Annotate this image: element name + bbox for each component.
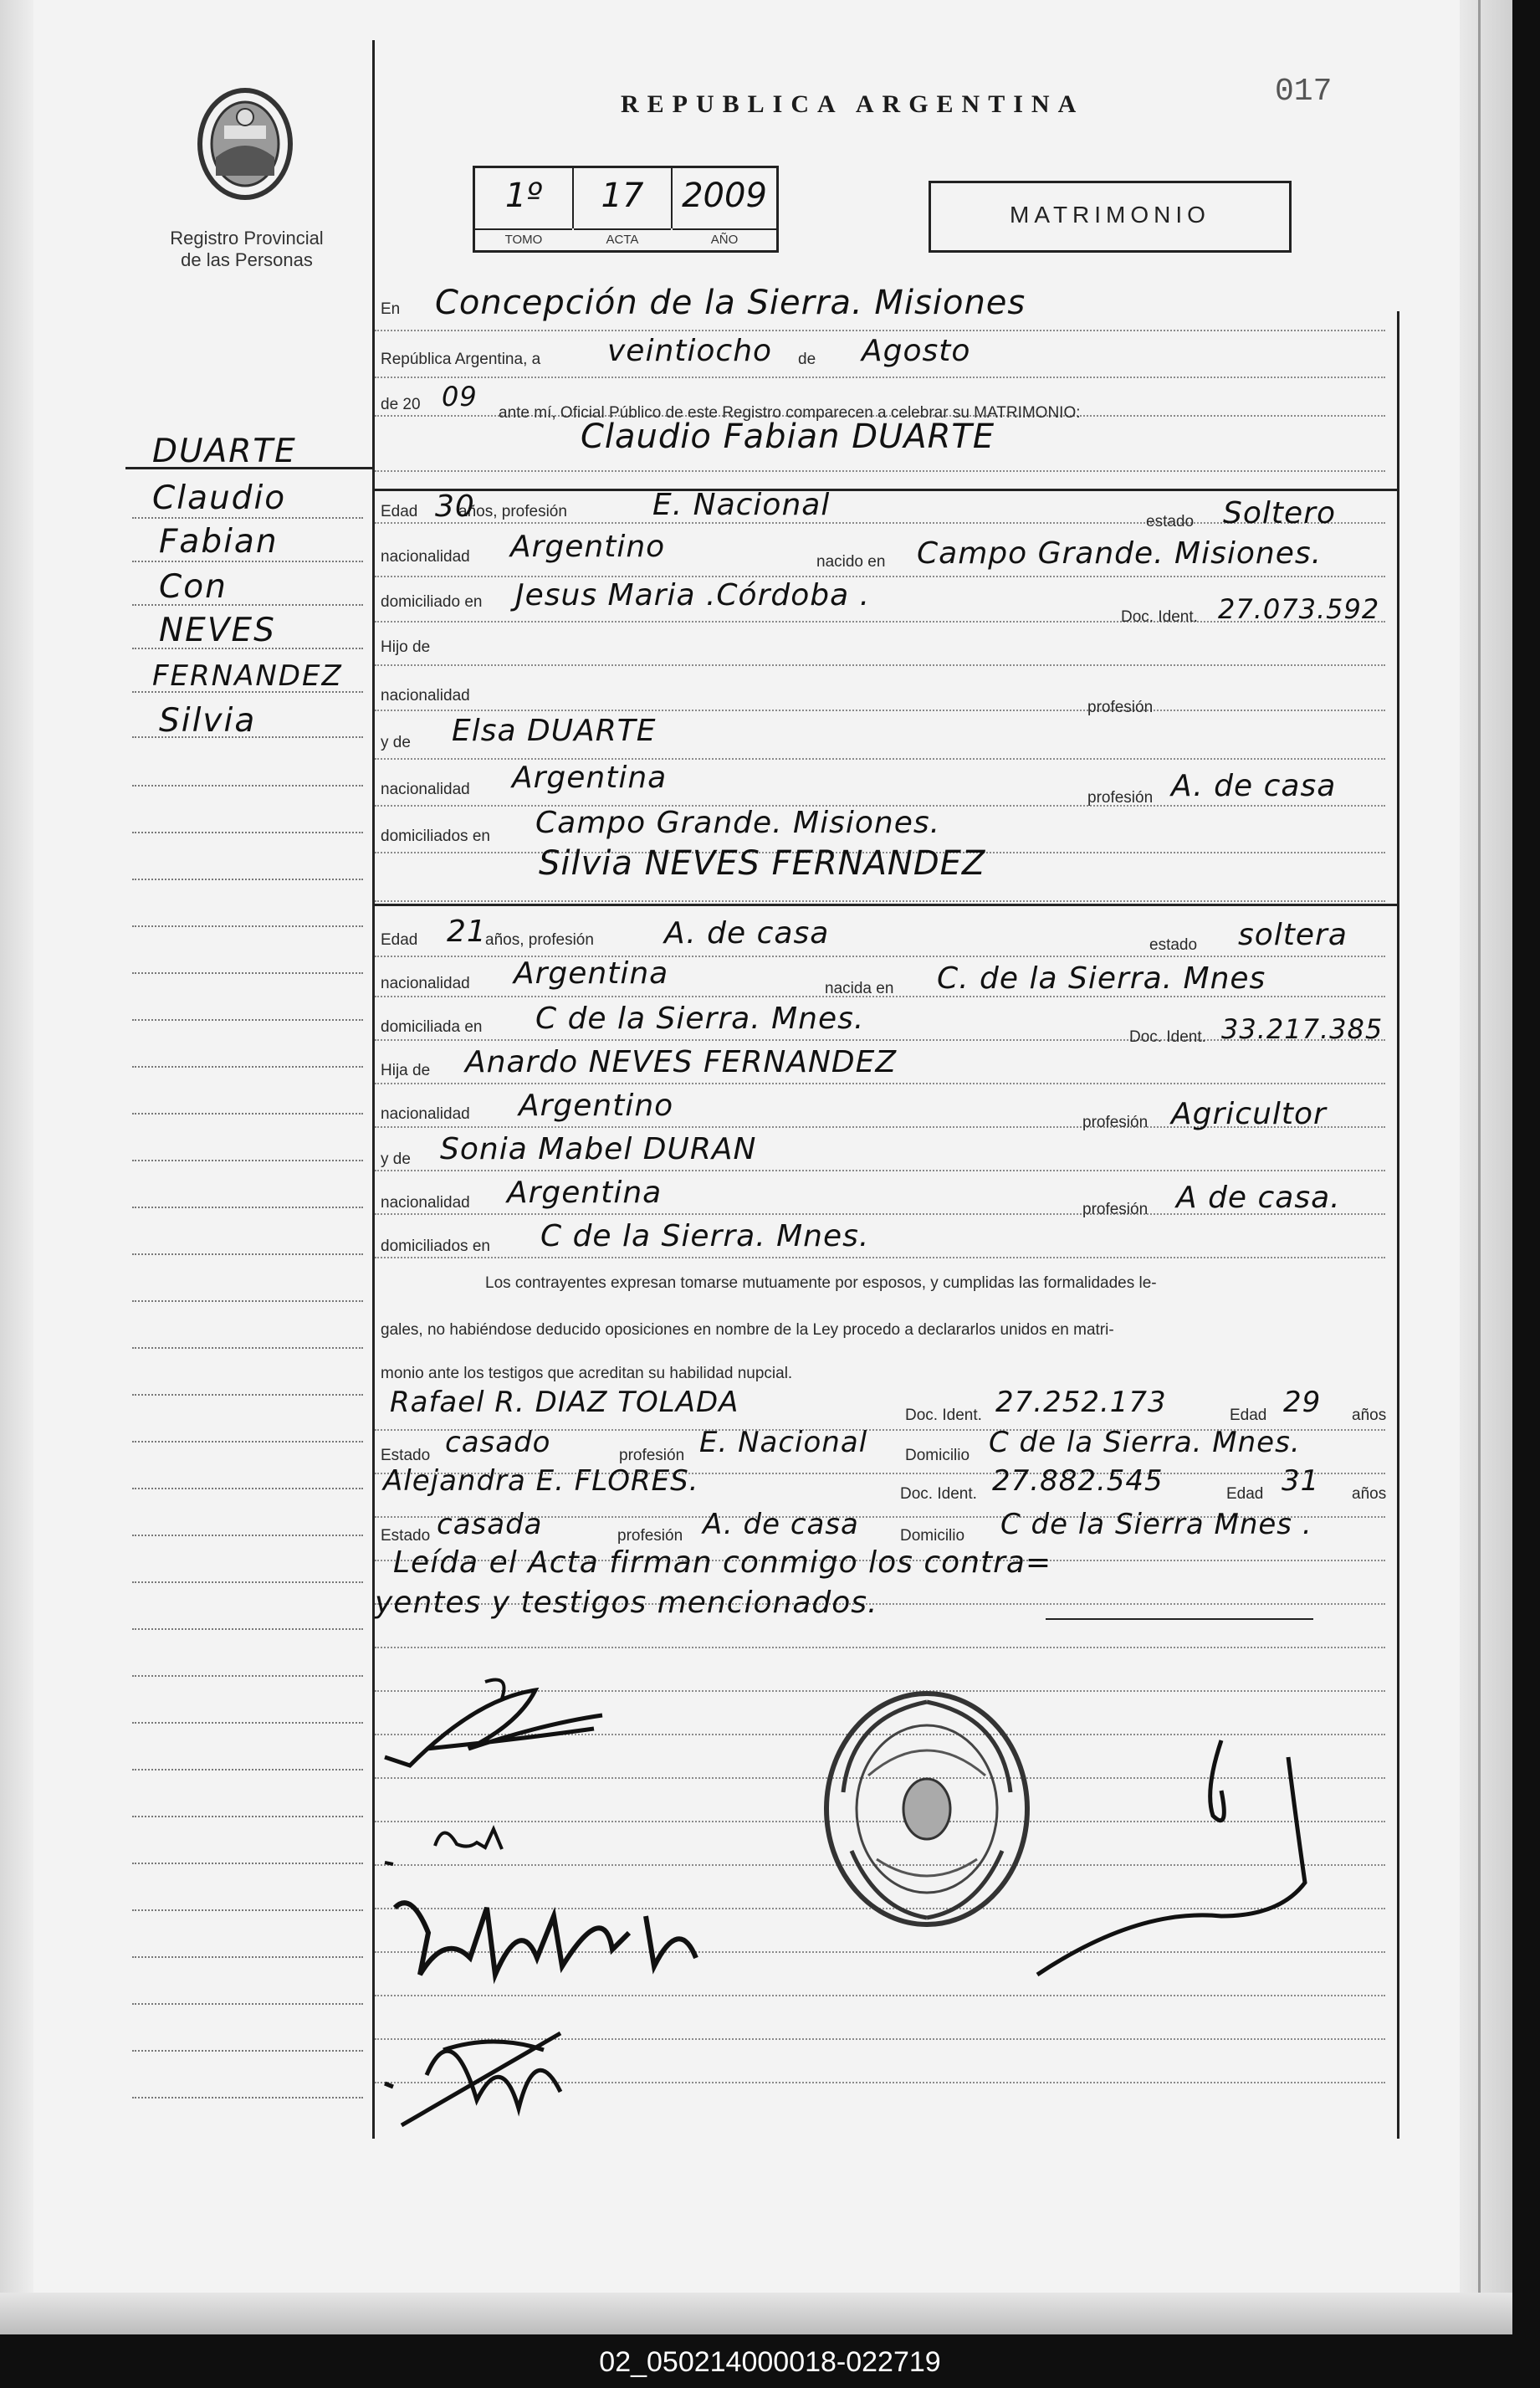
label-year: de 20 [381,396,421,413]
acta-label: ACTA [574,228,671,250]
witness-profession: E. Nacional [699,1426,868,1459]
registry-name [125,228,368,271]
witness-doc: 27.882.545 [992,1464,1164,1498]
groom-age: 30 [435,489,475,524]
label-doc: Doc. Ident. [905,1407,982,1424]
label-domiciliados: domiciliados en [381,828,490,845]
entry-year: 09 [442,381,478,413]
right-border [1397,311,1399,2139]
registry-line-1: Registro Provincial [170,228,324,249]
bride-profession: A. de casa [664,916,830,951]
label-y-de: y de [381,1150,411,1168]
label-profesion: profesión [619,1447,685,1464]
label-estado: estado [1149,936,1198,954]
groom-mother: Elsa DUARTE [452,714,657,748]
margin-name-line: Fabian [159,523,279,561]
signature-4 [376,2000,594,2142]
registry-line-2: de las Personas [181,249,313,270]
closing-rule [1046,1618,1313,1620]
label-estado: Estado [381,1447,431,1464]
groom-profession: E. Nacional [652,488,831,522]
label-edad: Edad [381,931,418,949]
label-profesion: profesión [1087,789,1154,807]
ano-value: 2009 [682,177,767,215]
act-type: MATRIMONIO [1010,202,1210,228]
label-nacionalidad: nacionalidad [381,1105,470,1123]
label-profesion: profesión [1082,1114,1149,1131]
entry-month: Agosto [862,334,971,368]
legal-text-line: monio ante los testigos que acreditan su habilidad nupcial. [381,1365,793,1382]
witness-status: casada [437,1508,543,1541]
groom-mother-nationality: Argentina [512,761,668,795]
signature-1 [376,1665,627,1782]
image-caption: 02_050214000018-022719 [599,2346,941,2378]
bride-father-profession: Agricultor [1171,1097,1327,1131]
witness-name: Alejandra E. FLORES. [383,1464,699,1498]
label-de: de [798,351,816,368]
country-title: REPUBLICA ARGENTINA [621,90,1085,118]
entry-place: Concepción de la Sierra. Misiones [435,284,1026,322]
label-nacida: nacida en [825,980,894,997]
closing-line: Leída el Acta firman conmigo los contra= [393,1545,1052,1580]
label-republica: República Argentina, a [381,351,541,368]
label-nacionalidad: nacionalidad [381,687,470,705]
tomo-label: TOMO [475,228,572,250]
section-divider [375,489,1397,491]
legal-text-line: Los contrayentes expresan tomarse mutuamente por esposos, y cumplidas las formalidades le- [485,1274,1157,1292]
margin-divider [372,40,375,2139]
margin-name-line: NEVES [159,612,276,649]
ano-cell [673,168,776,247]
act-type-box [929,181,1292,253]
signature-3 [378,1883,796,2008]
groom-parents-address: Campo Grande. Misiones. [535,806,941,840]
page-edge [1460,0,1512,2334]
label-nacido: nacido en [816,553,886,571]
witness-age: 29 [1283,1386,1322,1419]
label-estado: estado [1146,513,1195,530]
witness-doc: 27.252.173 [995,1386,1167,1419]
acta-value: 17 [601,177,644,215]
label-hija: Hija de [381,1062,431,1079]
bride-birthplace: C. de la Sierra. Mnes [937,961,1266,996]
label-profesion: profesión [1082,1201,1149,1218]
label-domicilio: Domicilio [900,1527,965,1545]
bride-mother-profession: A de casa. [1176,1181,1341,1215]
bride-nationality: Argentina [514,956,669,991]
label-anos: años [1352,1485,1387,1503]
label-domicilio: domiciliada en [381,1018,483,1036]
label-nacionalidad: nacionalidad [381,1194,470,1212]
label-profesion: años, profesión [485,931,594,949]
witness-address: C de la Sierra Mnes . [1000,1508,1312,1541]
record-box [473,166,779,253]
groom-birthplace: Campo Grande. Misiones. [917,536,1323,571]
bride-age: 21 [447,915,487,949]
acta-cell [574,168,673,247]
bride-address: C de la Sierra. Mnes. [535,1002,865,1036]
label-doc: Doc. Ident. [900,1485,977,1503]
margin-name-line: Silvia [159,702,257,740]
page-bottom-edge [0,2293,1512,2334]
label-edad: Edad [1226,1485,1264,1503]
label-doc: Doc. Ident. [1121,608,1198,626]
groom-name: Claudio Fabian DUARTE [581,418,995,456]
label-profesion: años, profesión [458,503,567,520]
signature-2 [376,1812,544,1879]
bride-status: soltera [1238,918,1348,952]
groom-address: Jesus Maria .Córdoba . [515,578,871,612]
margin-name-line: DUARTE [152,433,297,470]
witness-address: C de la Sierra. Mnes. [989,1426,1301,1459]
label-profesion: profesión [617,1527,683,1545]
label-edad: Edad [1230,1407,1267,1424]
page-binding-shadow [0,0,33,2334]
bride-father: Anardo NEVES FERNANDEZ [465,1045,898,1079]
label-domicilio: Domicilio [905,1447,970,1464]
groom-mother-profession: A. de casa [1171,769,1337,803]
ano-label: AÑO [673,228,776,250]
bride-name: Silvia NEVES FERNANDEZ [539,844,986,883]
label-domicilio: domiciliado en [381,593,483,611]
label-ante: ante mí, Oficial Público de este Registro comparecen a celebrar su MATRIMONIO: [499,404,1081,422]
witness-profession: A. de casa [703,1508,859,1541]
groom-nationality: Argentino [510,530,666,564]
bride-mother-nationality: Argentina [507,1176,663,1210]
label-edad: Edad [381,503,418,520]
label-anos: años [1352,1407,1387,1424]
label-domiciliados: domiciliados en [381,1238,490,1255]
witness-age: 31 [1282,1464,1320,1498]
folio-number: 017 [1275,74,1333,110]
bride-parents-address: C de la Sierra. Mnes. [540,1219,870,1253]
label-nacionalidad: nacionalidad [381,548,470,566]
groom-status: Soltero [1223,496,1336,530]
closing-line: yentes y testigos mencionados. [375,1586,878,1620]
legal-text-line: gales, no habiéndose deducido oposiciones en nombre de la Ley procedo a declararlos unidos en matri- [381,1321,1114,1339]
margin-name-line: Claudio [152,479,287,517]
section-divider [375,904,1397,906]
official-seal-icon [818,1683,1036,1934]
tomo-value: 1º [504,177,543,215]
signature-5 [1004,1724,1338,2000]
bride-doc: 33.217.385 [1221,1013,1384,1045]
witness-name: Rafael R. DIAZ TOLADA [390,1386,739,1419]
margin-name-line: Con [159,568,228,606]
label-profesion: profesión [1087,699,1154,716]
bride-father-nationality: Argentino [519,1089,674,1123]
witness-status: casado [445,1426,551,1459]
label-doc: Doc. Ident. [1129,1028,1206,1046]
label-estado: Estado [381,1527,431,1545]
label-en: En [381,300,401,318]
provincial-emblem-icon [191,84,299,209]
label-nacionalidad: nacionalidad [381,975,470,992]
bride-mother: Sonia Mabel DURAN [440,1132,757,1166]
label-nacionalidad: nacionalidad [381,781,470,798]
label-hijo: Hijo de [381,638,431,656]
label-y-de: y de [381,734,411,751]
entry-day: veintiocho [607,334,773,368]
tomo-cell [475,168,574,247]
groom-doc: 27.073.592 [1218,593,1380,625]
margin-name-line: FERNANDEZ [152,659,343,693]
